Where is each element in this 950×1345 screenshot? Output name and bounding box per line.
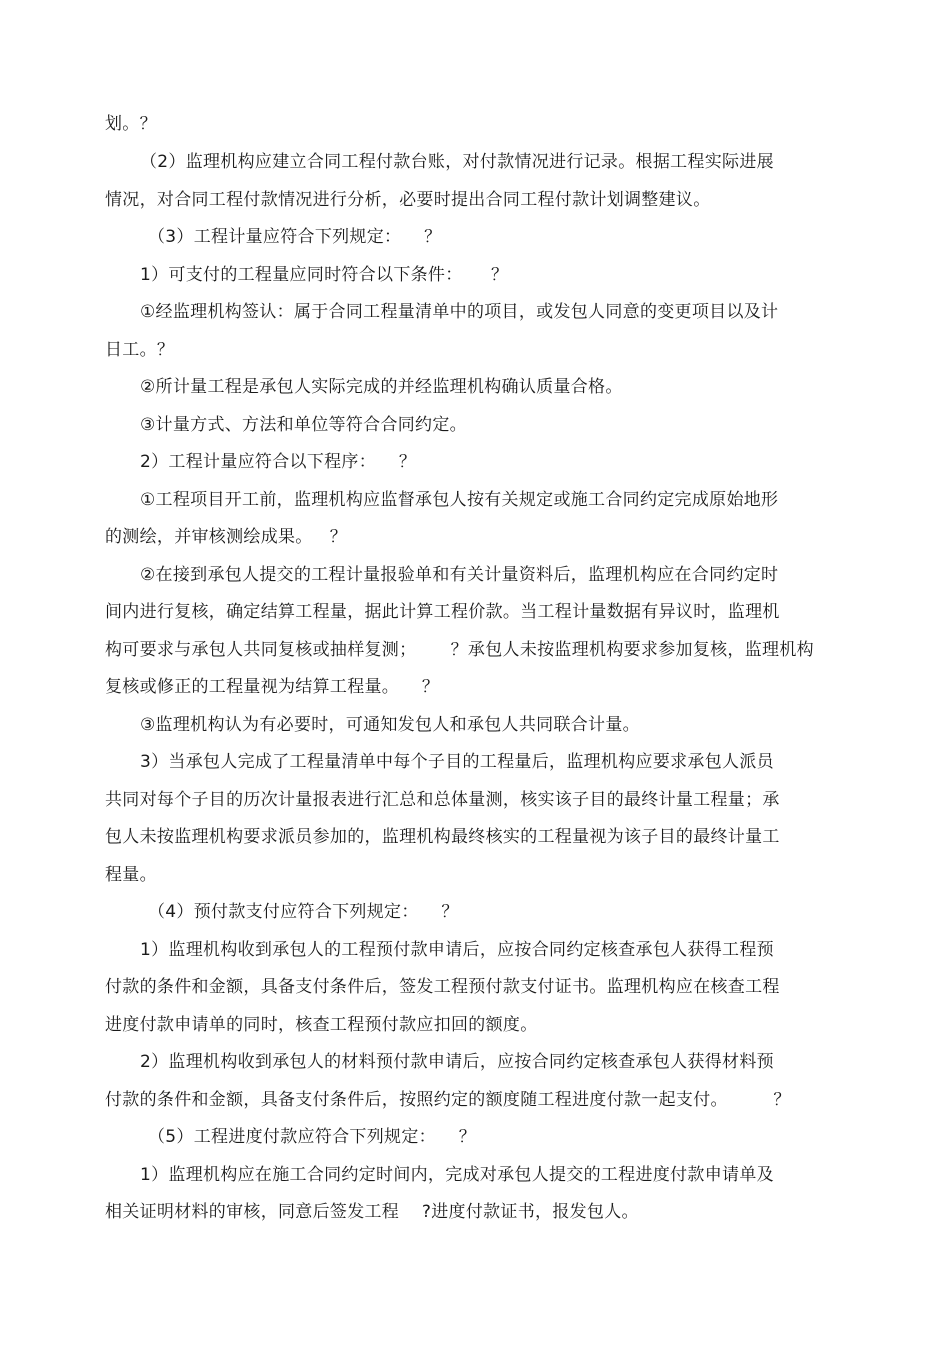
- text-line: 2）监理机构收到承包人的材料预付款申请后，应按合同约定核查承包人获得材料预: [140, 1052, 774, 1072]
- text-line: 间内进行复核，确定结算工程量，据此计算工程价款。当工程计量数据有异议时，监理机: [105, 602, 780, 622]
- text-line: ③监理机构认为有必要时，可通知发包人和承包人共同联合计量。: [140, 715, 640, 735]
- text-line: 包人未按监理机构要求派员参加的，监理机构最终核实的工程量视为该子目的最终计量工: [105, 827, 780, 847]
- text-line: 程量。: [105, 865, 157, 885]
- text-line: 1）监理机构应在施工合同约定时间内，完成对承包人提交的工程进度付款申请单及: [140, 1165, 774, 1185]
- text-line: ①经监理机构签认：属于合同工程量清单中的项目，或发包人同意的变更项目以及计: [140, 302, 779, 322]
- text-line: （2）监理机构应建立合同工程付款台账，对付款情况进行记录。根据工程实际进展: [140, 152, 774, 172]
- text-line: 1）监理机构收到承包人的工程预付款申请后，应按合同约定核查承包人获得工程预: [140, 940, 774, 960]
- text-line: 3）当承包人完成了工程量清单中每个子目的工程量后，监理机构应要求承包人派员: [140, 752, 774, 772]
- text-line: 付款的条件和金额，具备支付条件后，按照约定的额度随工程进度付款一起支付。 ？: [105, 1090, 791, 1110]
- text-line: （4）预付款支付应符合下列规定： ？: [148, 902, 459, 922]
- text-line: （5）工程进度付款应符合下列规定： ？: [148, 1127, 477, 1147]
- text-line: 共同对每个子目的历次计量报表进行汇总和总体量测，核实该子目的最终计量工程量；承: [105, 790, 780, 810]
- text-line: 付款的条件和金额，具备支付条件后，签发工程预付款支付证书。监理机构应在核查工程: [105, 977, 780, 997]
- text-line: 情况，对合同工程付款情况进行分析，必要时提出合同工程付款计划调整建议。: [105, 190, 711, 210]
- text-line: 复核或修正的工程量视为结算工程量。 ？: [105, 677, 440, 697]
- text-line: 2）工程计量应符合以下程序： ？: [140, 452, 417, 472]
- text-line: 进度付款申请单的同时，核查工程预付款应扣回的额度。: [105, 1015, 538, 1035]
- text-line: 1）可支付的工程量应同时符合以下条件： ？: [140, 265, 509, 285]
- text-line: ②所计量工程是承包人实际完成的并经监理机构确认质量合格。: [140, 377, 623, 397]
- text-line: ②在接到承包人提交的工程计量报验单和有关计量资料后，监理机构应在合同约定时: [140, 565, 779, 585]
- text-line: 的测绘，并审核测绘成果。 ？: [105, 527, 348, 547]
- text-line: ③计量方式、方法和单位等符合合同约定。: [140, 415, 467, 435]
- text-line: ①工程项目开工前，监理机构应监督承包人按有关规定或施工合同约定完成原始地形: [140, 490, 779, 510]
- text-line: 相关证明材料的审核，同意后签发工程 ?进度付款证书，报发包人。: [105, 1202, 639, 1222]
- text-line: （3）工程计量应符合下列规定： ？: [148, 227, 442, 247]
- text-line: 构可要求与承包人共同复核或抽样复测； ？承包人未按监理机构要求参加复核，监理机构: [105, 640, 814, 660]
- text-line: 日工。？: [105, 340, 175, 360]
- text-line: 划。？: [105, 114, 157, 134]
